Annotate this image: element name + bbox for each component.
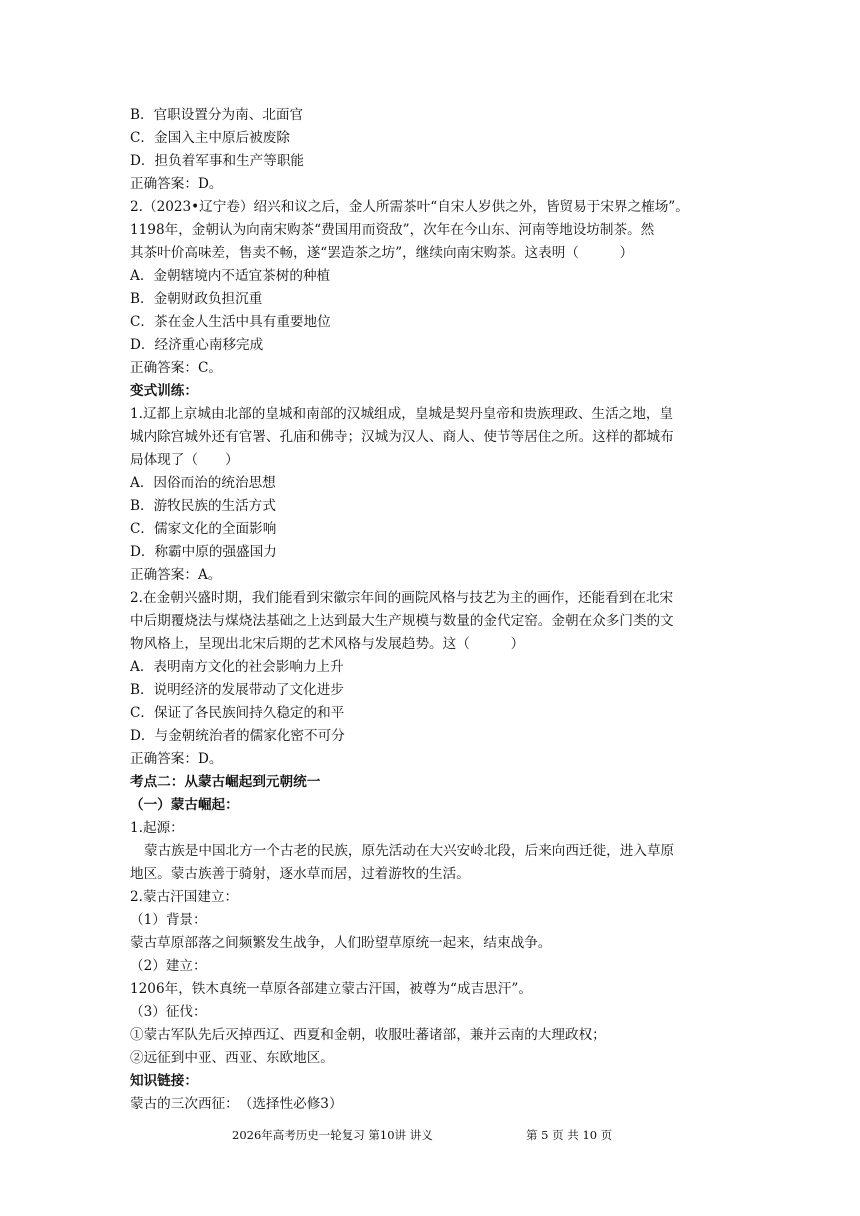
answer: 正确答案：C。 (130, 360, 222, 376)
section-heading: 知识链接： (130, 1073, 198, 1089)
paragraph: 1206年，铁木真统一草原各部建立蒙古汗国，被尊为“成吉思汗”。 (130, 981, 532, 997)
question-text: 局体现了（ ） (130, 452, 239, 468)
question-text: 物风格上，呈现出北宋后期的艺术风格与发展趋势。这（ ） (130, 636, 525, 652)
option-b: B．官职设置分为南、北面官 (130, 107, 304, 123)
paragraph: 蒙古的三次西征： （选择性必修3） (130, 1096, 343, 1112)
section-heading: 考点二：从蒙古崛起到元朝统一 (130, 774, 321, 790)
option-c: C．金国入主中原后被废除 (130, 130, 290, 146)
option-a: A．表明南方文化的社会影响力上升 (130, 659, 344, 675)
footer-title: 2026年高考历史一轮复习 第10讲 讲义 (232, 1128, 433, 1142)
list-heading: （3）征伐： (130, 1004, 207, 1020)
question-text: 1198年，金朝认为向南宋购茶“费国用而资敌”，次年在今山东、河南等地设坊制茶。然 (130, 222, 655, 238)
option-b: B．金朝财政负担沉重 (130, 291, 263, 307)
list-heading: 1.起源： (130, 820, 184, 836)
question-text: 1.辽都上京城由北部的皇城和南部的汉城组成，皇城是契丹皇帝和贵族理政、生活之地，皇 (130, 406, 674, 422)
section-heading: 变式训练： (130, 383, 198, 399)
paragraph: ②远征到中亚、西亚、东欧地区。 (130, 1050, 334, 1066)
option-d: D．经济重心南移完成 (130, 337, 264, 353)
question-text: 其茶叶价高味差，售卖不畅，遂“罢造茶之坊”，继续向南宋购茶。这表明（ ） (130, 245, 634, 261)
option-a: A．因俗而治的统治思想 (130, 475, 276, 491)
option-d: D．与金朝统治者的儒家化密不可分 (130, 728, 345, 744)
list-heading: （1）背景： (130, 912, 207, 928)
option-d: D．担负着军事和生产等职能 (130, 153, 305, 169)
question-text: 城内除宫城外还有官署、孔庙和佛寺；汉城为汉人、商人、使节等居住之所。这样的都城布 (130, 429, 674, 445)
list-heading: （2）建立： (130, 958, 207, 974)
paragraph: 地区。蒙古族善于骑射，逐水草而居，过着游牧的生活。 (130, 866, 470, 882)
list-heading: 2.蒙古汗国建立： (130, 889, 239, 905)
option-c: C．儒家文化的全面影响 (130, 521, 277, 537)
paragraph: 蒙古草原部落之间频繁发生战争，人们盼望草原统一起来，结束战争。 (130, 935, 552, 951)
answer: 正确答案：A。 (130, 567, 222, 583)
option-c: C．保证了各民族间持久稳定的和平 (130, 705, 345, 721)
option-c: C．茶在金人生活中具有重要地位 (130, 314, 331, 330)
question-text: 2.（2023•辽宁卷）绍兴和议之后，金人所需茶叶“自宋人岁供之外，皆贸易于宋界之榷场”。 (130, 199, 689, 215)
paragraph: 蒙古族是中国北方一个古老的民族，原先活动在大兴安岭北段，后来向西迁徙，进入草原 (144, 843, 675, 859)
option-b: B．游牧民族的生活方式 (130, 498, 276, 514)
paragraph: ①蒙古军队先后灭掉西辽、西夏和金朝，收服吐蕃诸部，兼并云南的大理政权； (130, 1027, 606, 1043)
answer: 正确答案：D。 (130, 751, 223, 767)
option-b: B．说明经济的发展带动了文化进步 (130, 682, 344, 698)
answer: 正确答案：D。 (130, 176, 223, 192)
option-d: D．称霸中原的强盛国力 (130, 544, 277, 560)
question-text: 中后期覆烧法与煤烧法基础之上达到最大生产规模与数量的金代定窑。金朝在众多门类的文 (130, 613, 674, 629)
page-number: 第 5 页 共 10 页 (526, 1128, 613, 1142)
question-text: 2.在金朝兴盛时期，我们能看到宋徽宗年间的画院风格与技艺为主的画作，还能看到在北宋 (130, 590, 674, 606)
subsection-heading: （一）蒙古崛起： (130, 797, 239, 813)
option-a: A．金朝辖境内不适宜茶树的种植 (130, 268, 331, 284)
document-body (130, 104, 730, 1116)
